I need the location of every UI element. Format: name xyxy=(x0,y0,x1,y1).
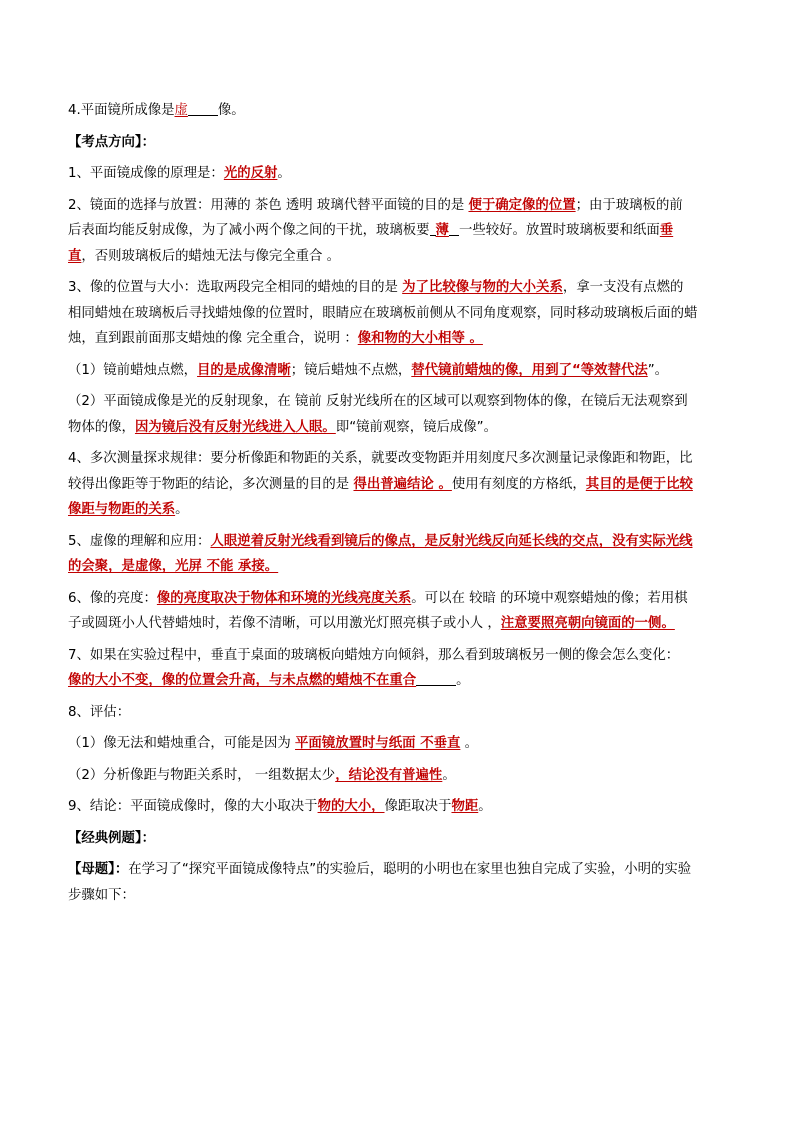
para-mirror-virtual-image: 4.平面镜所成像是虚 像。 xyxy=(68,103,245,118)
answer-equal-size: 像和物的大小相等 。 xyxy=(357,331,483,346)
answer-no-light: 因为镜后没有反射光线进入人眼。 xyxy=(134,419,336,435)
answer-object-distance: 物距 xyxy=(451,799,479,814)
para-virtual-image: 5、虚像的理解和应用：人眼逆着反射光线看到镜后的像点，是反射光线反向延长线的交点，没有实际光线 的会聚，是虚像，光屏 不能 承接。 xyxy=(68,533,693,574)
answer-brightness: 像的亮度取决于物体和环境的光线亮度关系 xyxy=(156,590,412,606)
answer-reflection: 光的反射 xyxy=(223,166,278,181)
answer-illuminate: 注意要照亮朝向镜面的一侧。 xyxy=(500,616,675,631)
para-principle: 1、平面镜成像的原理是：光的反射。 xyxy=(68,166,291,181)
para-eval-1: （1）像无法和蜡烛重合，可能是因为 平面镜放置时与纸面 不垂直 。 xyxy=(68,736,479,751)
answer-tilt-result: 像的大小不变，像的位置会升高，与未点燃的蜡烛不在重合 xyxy=(68,673,417,688)
answer-vertical: 直 xyxy=(68,248,82,264)
answer-virtual-explain: 人眼逆着反射光线看到镜后的像点，是反射光线反向延长线的交点，没有实际光线 xyxy=(210,533,693,549)
answer-clear-image: 目的是成像清晰 xyxy=(197,362,291,378)
answer-general-conclusion: 得出普遍结论 。 xyxy=(353,476,452,492)
para-candle-lit: （1）镜前蜡烛点燃，目的是成像清晰；镜后蜡烛不点燃，替代镜前蜡烛的像，用到了“等效替代法”。 xyxy=(68,362,669,378)
document-body xyxy=(68,98,728,908)
para-multiple-measure: 4、多次测量探求规律：要分析像距和物距的关系，就要改变物距并用刻度尺多次测量记录像距和物距，比 较得出像距等于物距的结论，多次测量的目的是 得出普遍结论 。使用有刻度的方格纸，其目的是便于比较 像距与物距的关系。 xyxy=(68,451,693,517)
answer-virtual: 虚 xyxy=(174,103,188,118)
para-mother-question: 【母题】：在学习了“探究平面镜成像特点”的实验后，聪明的小明也在家里也独自完成了实验，小明的实验 步骤如下： xyxy=(68,862,692,903)
answer-thin: 薄 xyxy=(435,223,449,238)
answer-compare-size: 为了比较像与物的大小关系 xyxy=(402,280,563,295)
answer-locate-image: 便于确定像的位置 xyxy=(468,197,576,213)
para-eval-2: （2）分析像距与物距关系时， 一组数据太少，结论没有普遍性。 xyxy=(68,767,456,783)
para-mirror-selection: 2、镜面的选择与放置：用薄的 茶色 透明 玻璃代替平面镜的目的是 便于确定像的位置；由于玻璃板的前 后表面均能反射成像，为了减小两个像之间的干扰，玻璃板要 薄 一些较好。放置时玻璃板要和纸面垂 直，否则玻璃板后的蜡烛无法与像完全重合 。 xyxy=(68,197,683,264)
para-tilt: 7、如果在实验过程中，垂直于桌面的玻璃板向蜡烛方向倾斜，那么看到玻璃板另一侧的像会怎么变化： 像的大小不变，像的位置会升高，与未点燃的蜡烛不在重合 。 xyxy=(68,647,680,688)
answer-distance-relation: 像距与物距的关系 xyxy=(68,502,176,517)
para-conclusion: 9、结论：平面镜成像时，像的大小取决于物的大小，像距取决于物距。 xyxy=(68,799,492,814)
para-evaluation: 8、评估： xyxy=(68,704,131,720)
answer-not-vertical: 平面镜放置时与纸面 不垂直 xyxy=(295,736,461,751)
answer-substitution: 替代镜前蜡烛的像，用到了“等效替代法 xyxy=(411,362,648,378)
heading-key-points: 【考点方向】： xyxy=(68,134,156,150)
answer-object-size: 物的大小， xyxy=(317,799,385,814)
para-brightness: 6、像的亮度：像的亮度取决于物体和环境的光线亮度关系。可以在 较暗 的环境中观察蜡烛的像；若用棋 子或圆斑小人代替蜡烛时，若像不清晰，可以用激光灯照亮棋子或小人 ，注意要照亮朝向镜面的一侧。 xyxy=(68,590,688,631)
answer-not-general: ，结论没有普遍性 xyxy=(335,767,443,783)
heading-classic-examples: 【经典例题】： xyxy=(68,830,156,846)
para-position-size: 3、像的位置与大小：选取两段完全相同的蜡烛的目的是 为了比较像与物的大小关系，拿一支没有点燃的 相同蜡烛在玻璃板后寻找蜡烛像的位置时，眼睛应在玻璃板前侧从不同角度观察，同时移动玻璃板后面的蜡 烛，直到跟前面那支蜡烛的像 完全重合，说明 ：像和物的大小相等 。 xyxy=(68,280,698,346)
para-reflection-observe: （2）平面镜成像是光的反射现象，在 镜前 反射光线所在的区域可以观察到物体的像，在镜后无法观察到 物体的像，因为镜后没有反射光线进入人眼。即“镜前观察，镜后成像”。 xyxy=(68,394,688,435)
